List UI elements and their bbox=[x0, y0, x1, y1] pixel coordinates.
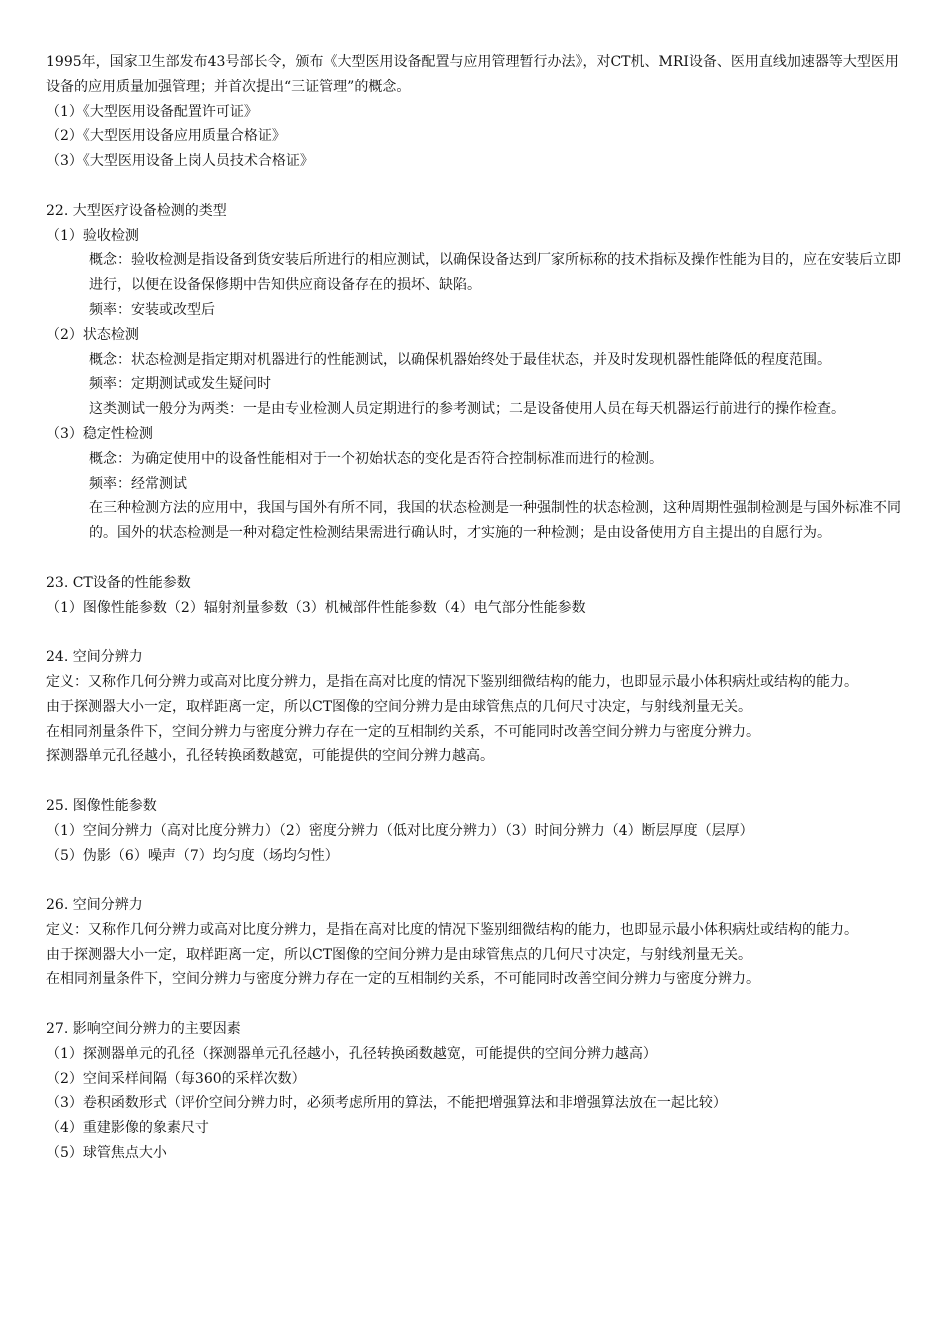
spacer bbox=[46, 868, 906, 893]
body-text: 探测器单元孔径越小，孔径转换函数越宽，可能提供的空间分辨力越高。 bbox=[46, 748, 494, 765]
intro-item: （3）《大型医用设备上岗人员技术合格证》 bbox=[46, 153, 314, 170]
section-25-heading: 25. 图像性能参数 bbox=[46, 797, 157, 814]
frequency-text: 频率：经常测试 bbox=[89, 475, 187, 492]
body-text: 在相同剂量条件下，空间分辨力与密度分辨力存在一定的互相制约关系，不可能同时改善空间分辨力与密度分辨力。 bbox=[46, 723, 760, 740]
factor-item: （3）卷积函数形式（评价空间分辨力时，必须考虑所用的算法，不能把增强算法和非增强算法放在一起比较） bbox=[46, 1095, 727, 1112]
frequency-text: 频率：定期测试或发生疑问时 bbox=[89, 376, 271, 393]
document-page bbox=[46, 50, 906, 1166]
subsection-label: （3）稳定性检测 bbox=[46, 425, 153, 442]
spacer bbox=[46, 992, 906, 1017]
concept-text: 概念：验收检测是指设备到货安装后所进行的相应测试，以确保设备达到厂家所标称的技术指标及操作性能为目的，应在安装后立即进行，以便在设备保修期中告知供应商设备存在的损坏、缺陷。 bbox=[89, 252, 901, 294]
body-text: 由于探测器大小一定，取样距离一定，所以CT图像的空间分辨力是由球管焦点的几何尺寸决定，与射线剂量无关。 bbox=[46, 698, 753, 715]
body-text: 在相同剂量条件下，空间分辨力与密度分辨力存在一定的互相制约关系，不可能同时改善空间分辨力与密度分辨力。 bbox=[46, 971, 760, 988]
definition-text: 定义：又称作几何分辨力或高对比度分辨力，是指在高对比度的情况下鉴别细微结构的能力，也即显示最小体积病灶或结构的能力。 bbox=[46, 673, 858, 690]
intro-paragraph: 1995年，国家卫生部发布43号部长令，颁布《大型医用设备配置与应用管理暂行办法》，对CT机、MRI设备、医用直线加速器等大型医用设备的应用质量加强管理；并首次提出“三证管理”的概念。 bbox=[46, 54, 899, 95]
concept-text: 概念：为确定使用中的设备性能相对于一个初始状态的变化是否符合控制标准而进行的检测。 bbox=[89, 450, 663, 467]
section-27-heading: 27. 影响空间分辨力的主要因素 bbox=[46, 1021, 241, 1038]
spacer bbox=[46, 546, 906, 571]
note-text: 在三种检测方法的应用中，我国与国外有所不同，我国的状态检测是一种强制性的状态检测，这种周期性强制检测是与国外标准不同的。国外的状态检测是一种对稳定性检测结果需进行确认时，才实施的一种检测；是由设备使用方自主提出的自愿行为。 bbox=[89, 500, 901, 542]
note-text: 这类测试一般分为两类：一是由专业检测人员定期进行的参考测试；二是设备使用人员在每天机器运行前进行的操作检查。 bbox=[89, 401, 845, 418]
parameter-list: （5）伪影（6）噪声（7）均匀度（场均匀性） bbox=[46, 847, 339, 864]
factor-item: （2）空间采样间隔（每360的采样次数） bbox=[46, 1070, 306, 1087]
parameter-list: （1）空间分辨力（高对比度分辨力）（2）密度分辨力（低对比度分辨力）（3）时间分辨力（4）断层厚度（层厚） bbox=[46, 822, 754, 839]
definition-text: 定义：又称作几何分辨力或高对比度分辨力，是指在高对比度的情况下鉴别细微结构的能力，也即显示最小体积病灶或结构的能力。 bbox=[46, 921, 858, 938]
parameter-list: （1）图像性能参数（2）辐射剂量参数（3）机械部件性能参数（4）电气部分性能参数 bbox=[46, 599, 586, 616]
spacer bbox=[46, 620, 906, 645]
section-24-heading: 24. 空间分辨力 bbox=[46, 649, 143, 666]
frequency-text: 频率：安装或改型后 bbox=[89, 301, 215, 318]
intro-item: （1）《大型医用设备配置许可证》 bbox=[46, 103, 258, 120]
factor-item: （4）重建影像的象素尺寸 bbox=[46, 1120, 209, 1137]
intro-item: （2）《大型医用设备应用质量合格证》 bbox=[46, 128, 286, 145]
factor-item: （5）球管焦点大小 bbox=[46, 1145, 167, 1162]
section-23-heading: 23. CT设备的性能参数 bbox=[46, 574, 191, 591]
spacer bbox=[46, 769, 906, 794]
factor-item: （1）探测器单元的孔径（探测器单元孔径越小，孔径转换函数越宽，可能提供的空间分辨力越高） bbox=[46, 1045, 657, 1062]
concept-text: 概念：状态检测是指定期对机器进行的性能测试，以确保机器始终处于最佳状态，并及时发现机器性能降低的程度范围。 bbox=[89, 351, 831, 368]
spacer bbox=[46, 174, 906, 199]
section-22-heading: 22. 大型医疗设备检测的类型 bbox=[46, 202, 227, 219]
subsection-label: （1）验收检测 bbox=[46, 227, 139, 244]
section-26-heading: 26. 空间分辨力 bbox=[46, 897, 143, 914]
body-text: 由于探测器大小一定，取样距离一定，所以CT图像的空间分辨力是由球管焦点的几何尺寸决定，与射线剂量无关。 bbox=[46, 946, 753, 963]
subsection-label: （2）状态检测 bbox=[46, 326, 139, 343]
